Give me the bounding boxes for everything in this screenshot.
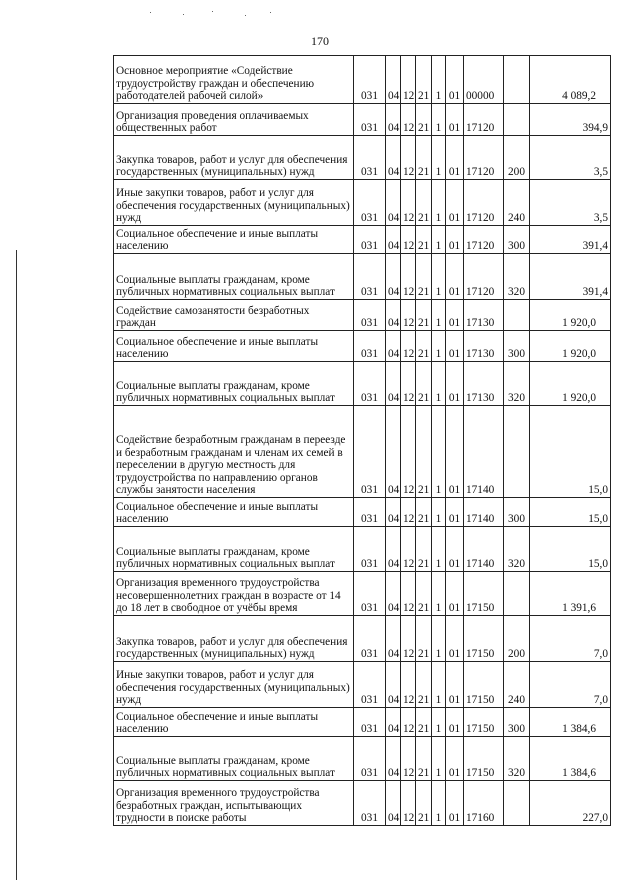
section-code-cell: 04 — [386, 226, 401, 254]
subprogram-code-cell: 1 — [432, 180, 446, 226]
expense-type-cell — [504, 406, 530, 498]
program-code-cell: 21 — [416, 527, 432, 572]
program-code-cell: 21 — [416, 56, 432, 104]
amount-cell: 1 391,6 — [530, 572, 611, 616]
subsection-code-cell: 12 — [401, 406, 416, 498]
subprogram-code-cell: 1 — [432, 572, 446, 616]
ministry-code-cell: 031 — [354, 498, 386, 527]
subprogram-code-cell: 1 — [432, 136, 446, 180]
table-row — [114, 331, 611, 362]
ministry-code-cell: 031 — [354, 180, 386, 226]
ministry-code-cell: 031 — [354, 226, 386, 254]
table-row — [114, 362, 611, 406]
row-name-cell: Содействие безработным гражданам в переезде и безработным гражданам и членам их семей в переселении в другую местность для трудоустройства по направлению органов службы занятости населения — [114, 406, 354, 498]
subsection-code-cell: 12 — [401, 136, 416, 180]
budget-table — [113, 55, 611, 826]
ministry-code-cell: 031 — [354, 572, 386, 616]
event-code-cell: 01 — [446, 527, 464, 572]
scan-speck — [270, 12, 271, 13]
event-code-cell: 01 — [446, 737, 464, 781]
row-name-cell: Закупка товаров, работ и услуг для обеспечения государственных (муниципальных) нужд — [114, 136, 354, 180]
event-code-cell: 01 — [446, 781, 464, 826]
direction-code-cell: 17140 — [464, 406, 504, 498]
direction-code-cell: 17140 — [464, 527, 504, 572]
subsection-code-cell: 12 — [401, 254, 416, 300]
event-code-cell: 01 — [446, 498, 464, 527]
row-name-cell: Организация временного трудоустройства безработных граждан, испытывающих трудности в поиске работы — [114, 781, 354, 826]
subprogram-code-cell: 1 — [432, 226, 446, 254]
direction-code-cell: 17120 — [464, 136, 504, 180]
scan-speck — [150, 12, 151, 13]
table-row — [114, 616, 611, 662]
subprogram-code-cell: 1 — [432, 56, 446, 104]
row-name-cell: Иные закупки товаров, работ и услуг для обеспечения государственных (муниципальных) нужд — [114, 662, 354, 708]
direction-code-cell: 17120 — [464, 180, 504, 226]
subprogram-code-cell: 1 — [432, 300, 446, 331]
amount-cell: 1 384,6 — [530, 737, 611, 781]
amount-cell: 4 089,2 — [530, 56, 611, 104]
program-code-cell: 21 — [416, 498, 432, 527]
row-name-cell: Основное мероприятие «Содействие трудоустройству граждан и обеспечению работодателей рабочей силой» — [114, 56, 354, 104]
subsection-code-cell: 12 — [401, 331, 416, 362]
subsection-code-cell: 12 — [401, 737, 416, 781]
program-code-cell: 21 — [416, 136, 432, 180]
section-code-cell: 04 — [386, 737, 401, 781]
subprogram-code-cell: 1 — [432, 498, 446, 527]
subprogram-code-cell: 1 — [432, 737, 446, 781]
program-code-cell: 21 — [416, 226, 432, 254]
direction-code-cell: 17130 — [464, 300, 504, 331]
event-code-cell: 01 — [446, 572, 464, 616]
direction-code-cell: 17130 — [464, 362, 504, 406]
subprogram-code-cell: 1 — [432, 331, 446, 362]
subprogram-code-cell: 1 — [432, 362, 446, 406]
expense-type-cell: 300 — [504, 331, 530, 362]
section-code-cell: 04 — [386, 136, 401, 180]
program-code-cell: 21 — [416, 300, 432, 331]
subsection-code-cell: 12 — [401, 572, 416, 616]
subsection-code-cell: 12 — [401, 781, 416, 826]
amount-cell: 15,0 — [530, 527, 611, 572]
table-row — [114, 498, 611, 527]
ministry-code-cell: 031 — [354, 616, 386, 662]
direction-code-cell: 17130 — [464, 331, 504, 362]
table-row — [114, 56, 611, 104]
expense-type-cell: 300 — [504, 708, 530, 737]
ministry-code-cell: 031 — [354, 56, 386, 104]
expense-type-cell: 320 — [504, 737, 530, 781]
row-name-cell: Социальные выплаты гражданам, кроме публичных нормативных социальных выплат — [114, 254, 354, 300]
expense-type-cell: 320 — [504, 362, 530, 406]
subprogram-code-cell: 1 — [432, 254, 446, 300]
expense-type-cell — [504, 781, 530, 826]
program-code-cell: 21 — [416, 406, 432, 498]
program-code-cell: 21 — [416, 180, 432, 226]
page-number: 170 — [311, 34, 329, 48]
event-code-cell: 01 — [446, 406, 464, 498]
ministry-code-cell: 031 — [354, 362, 386, 406]
program-code-cell: 21 — [416, 708, 432, 737]
section-code-cell: 04 — [386, 180, 401, 226]
amount-cell: 7,0 — [530, 616, 611, 662]
program-code-cell: 21 — [416, 662, 432, 708]
direction-code-cell: 00000 — [464, 56, 504, 104]
event-code-cell: 01 — [446, 104, 464, 136]
event-code-cell: 01 — [446, 56, 464, 104]
ministry-code-cell: 031 — [354, 300, 386, 331]
section-code-cell: 04 — [386, 708, 401, 737]
section-code-cell: 04 — [386, 104, 401, 136]
ministry-code-cell: 031 — [354, 781, 386, 826]
subprogram-code-cell: 1 — [432, 708, 446, 737]
row-name-cell: Социальное обеспечение и иные выплаты населению — [114, 498, 354, 527]
table-row — [114, 708, 611, 737]
table-row — [114, 737, 611, 781]
amount-cell: 15,0 — [530, 498, 611, 527]
direction-code-cell: 17150 — [464, 737, 504, 781]
subprogram-code-cell: 1 — [432, 781, 446, 826]
subsection-code-cell: 12 — [401, 708, 416, 737]
scan-margin-line — [16, 250, 17, 880]
event-code-cell: 01 — [446, 331, 464, 362]
event-code-cell: 01 — [446, 254, 464, 300]
direction-code-cell: 17120 — [464, 104, 504, 136]
row-name-cell: Организация проведения оплачиваемых общественных работ — [114, 104, 354, 136]
section-code-cell: 04 — [386, 781, 401, 826]
ministry-code-cell: 031 — [354, 254, 386, 300]
program-code-cell: 21 — [416, 572, 432, 616]
amount-cell: 15,0 — [530, 406, 611, 498]
scan-speck — [245, 15, 246, 16]
table-row — [114, 180, 611, 226]
direction-code-cell: 17150 — [464, 708, 504, 737]
expense-type-cell: 320 — [504, 254, 530, 300]
ministry-code-cell: 031 — [354, 662, 386, 708]
row-name-cell: Социальное обеспечение и иные выплаты населению — [114, 708, 354, 737]
table-row — [114, 527, 611, 572]
ministry-code-cell: 031 — [354, 527, 386, 572]
direction-code-cell: 17120 — [464, 254, 504, 300]
event-code-cell: 01 — [446, 180, 464, 226]
event-code-cell: 01 — [446, 708, 464, 737]
expense-type-cell — [504, 300, 530, 331]
subsection-code-cell: 12 — [401, 662, 416, 708]
event-code-cell: 01 — [446, 662, 464, 708]
expense-type-cell — [504, 572, 530, 616]
subprogram-code-cell: 1 — [432, 527, 446, 572]
subprogram-code-cell: 1 — [432, 616, 446, 662]
ministry-code-cell: 031 — [354, 708, 386, 737]
section-code-cell: 04 — [386, 331, 401, 362]
row-name-cell: Социальные выплаты гражданам, кроме публичных нормативных социальных выплат — [114, 737, 354, 781]
scan-speck — [212, 11, 213, 12]
expense-type-cell: 200 — [504, 136, 530, 180]
amount-cell: 1 920,0 — [530, 362, 611, 406]
ministry-code-cell: 031 — [354, 104, 386, 136]
row-name-cell: Закупка товаров, работ и услуг для обеспечения государственных (муниципальных) нужд — [114, 616, 354, 662]
section-code-cell: 04 — [386, 56, 401, 104]
subprogram-code-cell: 1 — [432, 104, 446, 136]
amount-cell: 227,0 — [530, 781, 611, 826]
subsection-code-cell: 12 — [401, 527, 416, 572]
table-row — [114, 300, 611, 331]
scan-speck — [183, 14, 184, 15]
amount-cell: 1 920,0 — [530, 331, 611, 362]
amount-cell: 3,5 — [530, 180, 611, 226]
direction-code-cell: 17150 — [464, 616, 504, 662]
row-name-cell: Иные закупки товаров, работ и услуг для обеспечения государственных (муниципальных) нужд — [114, 180, 354, 226]
amount-cell: 1 920,0 — [530, 300, 611, 331]
event-code-cell: 01 — [446, 300, 464, 331]
section-code-cell: 04 — [386, 406, 401, 498]
subsection-code-cell: 12 — [401, 226, 416, 254]
amount-cell: 3,5 — [530, 136, 611, 180]
expense-type-cell: 240 — [504, 180, 530, 226]
table-row — [114, 406, 611, 498]
section-code-cell: 04 — [386, 300, 401, 331]
expense-type-cell: 240 — [504, 662, 530, 708]
program-code-cell: 21 — [416, 104, 432, 136]
section-code-cell: 04 — [386, 527, 401, 572]
amount-cell: 394,9 — [530, 104, 611, 136]
expense-type-cell — [504, 56, 530, 104]
expense-type-cell: 320 — [504, 527, 530, 572]
section-code-cell: 04 — [386, 498, 401, 527]
ministry-code-cell: 031 — [354, 136, 386, 180]
program-code-cell: 21 — [416, 254, 432, 300]
section-code-cell: 04 — [386, 616, 401, 662]
direction-code-cell: 17140 — [464, 498, 504, 527]
table-row — [114, 781, 611, 826]
section-code-cell: 04 — [386, 572, 401, 616]
ministry-code-cell: 031 — [354, 737, 386, 781]
table-row — [114, 226, 611, 254]
subsection-code-cell: 12 — [401, 498, 416, 527]
expense-type-cell — [504, 104, 530, 136]
expense-type-cell: 300 — [504, 498, 530, 527]
direction-code-cell: 17120 — [464, 226, 504, 254]
program-code-cell: 21 — [416, 616, 432, 662]
table-row — [114, 662, 611, 708]
row-name-cell: Организация временного трудоустройства несовершеннолетних граждан в возрасте от 14 до 18 лет в свободное от учёбы время — [114, 572, 354, 616]
table-row — [114, 136, 611, 180]
row-name-cell: Социальное обеспечение и иные выплаты населению — [114, 331, 354, 362]
event-code-cell: 01 — [446, 136, 464, 180]
program-code-cell: 21 — [416, 781, 432, 826]
row-name-cell: Социальные выплаты гражданам, кроме публичных нормативных социальных выплат — [114, 527, 354, 572]
event-code-cell: 01 — [446, 616, 464, 662]
subsection-code-cell: 12 — [401, 616, 416, 662]
direction-code-cell: 17150 — [464, 662, 504, 708]
table-row — [114, 572, 611, 616]
expense-type-cell: 300 — [504, 226, 530, 254]
table-row — [114, 104, 611, 136]
ministry-code-cell: 031 — [354, 406, 386, 498]
amount-cell: 391,4 — [530, 226, 611, 254]
event-code-cell: 01 — [446, 362, 464, 406]
section-code-cell: 04 — [386, 362, 401, 406]
program-code-cell: 21 — [416, 737, 432, 781]
ministry-code-cell: 031 — [354, 331, 386, 362]
program-code-cell: 21 — [416, 362, 432, 406]
expense-type-cell: 200 — [504, 616, 530, 662]
direction-code-cell: 17160 — [464, 781, 504, 826]
amount-cell: 7,0 — [530, 662, 611, 708]
subsection-code-cell: 12 — [401, 104, 416, 136]
amount-cell: 1 384,6 — [530, 708, 611, 737]
amount-cell: 391,4 — [530, 254, 611, 300]
subsection-code-cell: 12 — [401, 362, 416, 406]
subsection-code-cell: 12 — [401, 180, 416, 226]
program-code-cell: 21 — [416, 331, 432, 362]
row-name-cell: Содействие самозанятости безработных граждан — [114, 300, 354, 331]
event-code-cell: 01 — [446, 226, 464, 254]
section-code-cell: 04 — [386, 662, 401, 708]
table-row — [114, 254, 611, 300]
direction-code-cell: 17150 — [464, 572, 504, 616]
subsection-code-cell: 12 — [401, 300, 416, 331]
section-code-cell: 04 — [386, 254, 401, 300]
row-name-cell: Социальное обеспечение и иные выплаты населению — [114, 226, 354, 254]
subprogram-code-cell: 1 — [432, 406, 446, 498]
row-name-cell: Социальные выплаты гражданам, кроме публичных нормативных социальных выплат — [114, 362, 354, 406]
subprogram-code-cell: 1 — [432, 662, 446, 708]
subsection-code-cell: 12 — [401, 56, 416, 104]
